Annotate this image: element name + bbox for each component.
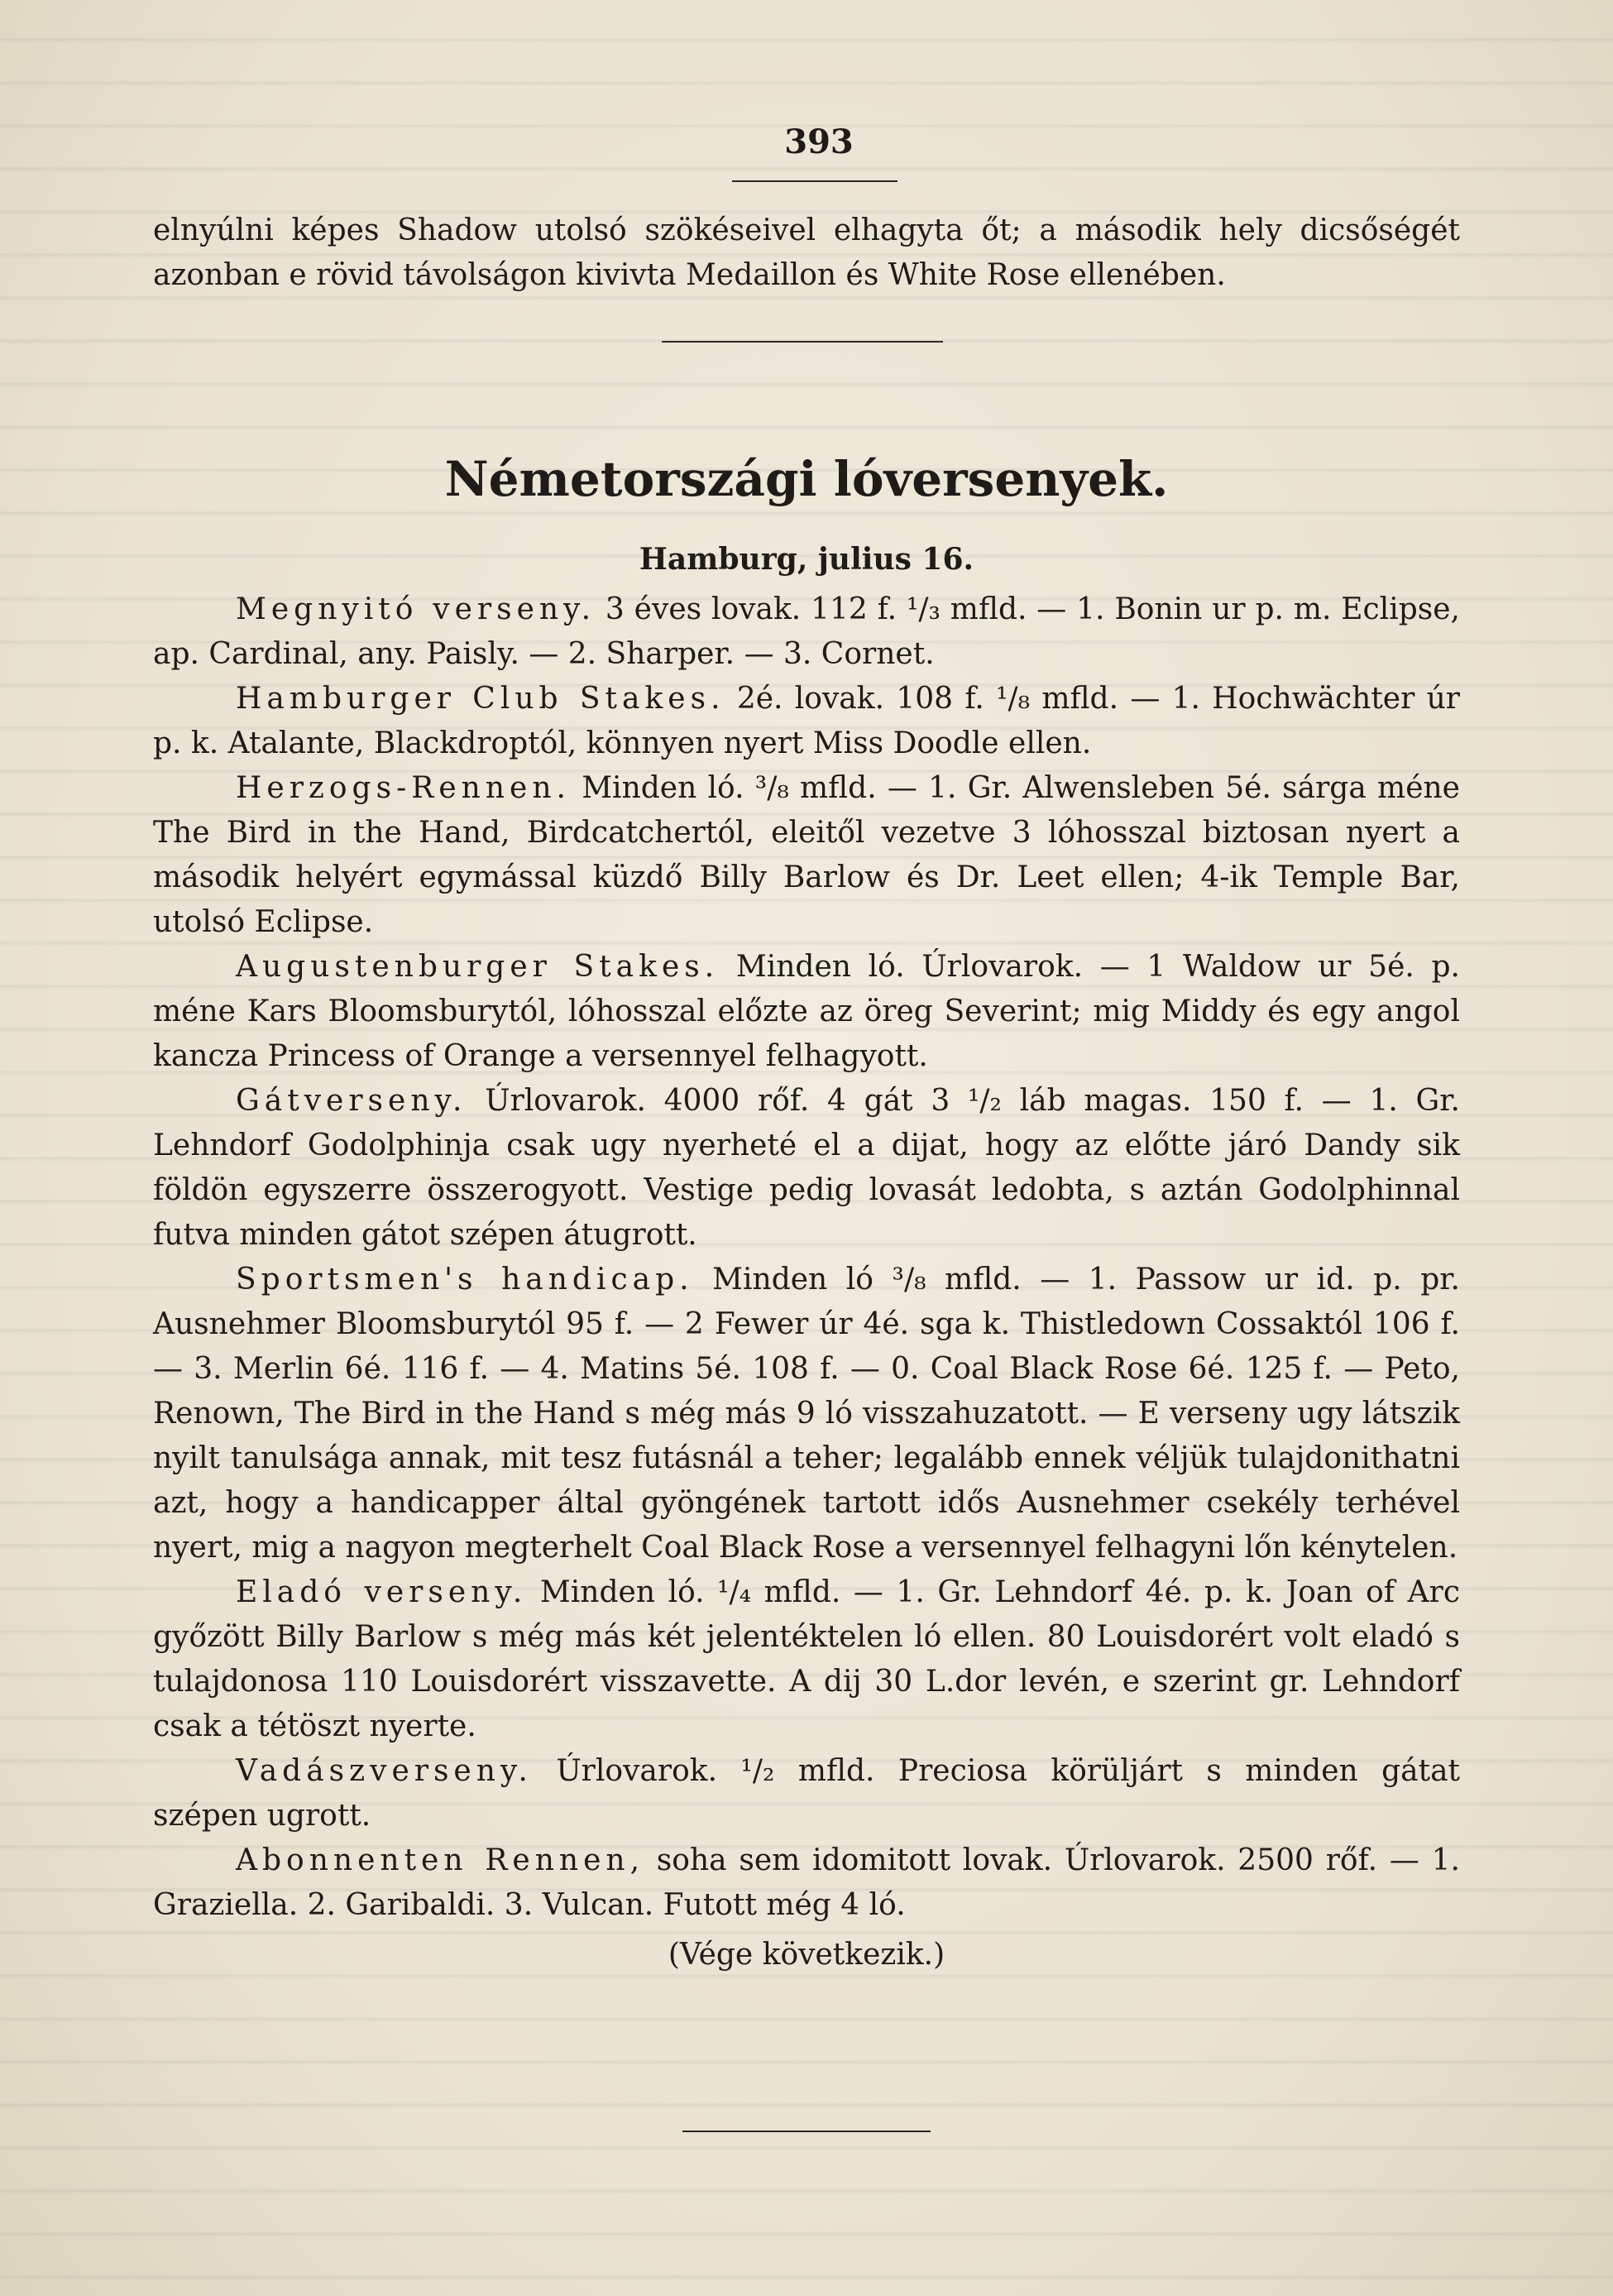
- race-title: Hamburger Club Stakes.: [236, 682, 725, 716]
- race-text: Minden ló ³/₈ mfld. — 1. Passow ur id. p. pr. Ausnehmer Bloomsburytól 95 f. — 2 Fewer úr 4é. sga k. Thistledown Cossaktól 106 f. — 3. Merlin 6é. 116 f. — 4. Matins 5é. 108 f. — 0. Coal Black Rose 6é. 125 f. — Peto, Renown, The Bird in the Hand s még más 9 ló visszahuzatott. — E verseny ugy látszik nyilt tanulsága annak, mit tesz futásnál a teher; legalább ennek véljük tulajdonithatni azt, hogy a handicapper által gyöngének tartott idős Ausnehmer csekély terhével nyert, mig a nagyon megterhelt Coal Black Rose a versennyel felhagyni lőn kénytelen.: [153, 1263, 1460, 1565]
- race-entry: [153, 1749, 1460, 1838]
- race-title: Augustenburger Stakes.: [236, 950, 720, 984]
- race-entry: [153, 1838, 1460, 1928]
- race-title: Abonnenten Rennen,: [236, 1843, 645, 1877]
- race-entry: [153, 766, 1460, 945]
- article-heading: Németországi lóversenyek.: [444, 451, 1169, 507]
- race-text: Minden ló. Úrlovarok. — 1 Waldow ur 5é. p. méne Kars Bloomsburytól, lóhosszal előzte az öreg Severint; mig Middy és egy angol kancza Princess of Orange a versennyel felhagyott.: [153, 950, 1460, 1073]
- race-title: Gátverseny.: [236, 1084, 467, 1118]
- race-entry: [153, 1570, 1460, 1749]
- race-text: soha sem idomitott lovak. Úrlovarok. 2500 rőf. — 1. Graziella. 2. Garibaldi. 3. Vulcan. Futott még 4 ló.: [153, 1843, 1460, 1922]
- article-subheading: Hamburg, julius 16.: [639, 542, 974, 577]
- race-entry: [153, 677, 1460, 766]
- race-title: Vadászverseny.: [236, 1754, 533, 1788]
- race-title: Megnyitó verseny.: [236, 592, 596, 626]
- article-body: [153, 587, 1460, 1977]
- race-text: Úrlovarok. 4000 rőf. 4 gát 3 ¹/₂ láb magas. 150 f. — 1. Gr. Lehndorf Godolphinja csak ugy nyerheté el a dijat, hogy az előtte járó Dandy sik földön egyszerre összerogyott. Vestige pedig lovasát ledobta, s aztán Godolphinnal futva minden gátot szépen átugrott.: [153, 1084, 1460, 1252]
- race-text: 2é. lovak. 108 f. ¹/₈ mfld. — 1. Hochwächter úr p. k. Atalante, Blackdroptól, könnyen nyert Miss Doodle ellen.: [153, 682, 1461, 760]
- page-number: 393: [784, 122, 854, 161]
- race-text: 3 éves lovak. 112 f. ¹/₃ mfld. — 1. Bonin ur p. m. Eclipse, ap. Cardinal, any. Paisly. — 2. Sharper. — 3. Cornet.: [153, 592, 1460, 671]
- divider-top: [732, 180, 897, 182]
- race-title: Sportsmen's handicap.: [236, 1263, 694, 1297]
- top-paragraph-block: [153, 209, 1460, 298]
- race-entry: [153, 1079, 1460, 1258]
- race-entry: [153, 1258, 1460, 1570]
- race-text: Úrlovarok. ¹/₂ mfld. Preciosa körüljárt s minden gátat szépen ugrott.: [153, 1754, 1460, 1833]
- race-entry: [153, 587, 1460, 677]
- race-entry: [153, 945, 1460, 1079]
- race-text: Minden ló. ¹/₄ mfld. — 1. Gr. Lehndorf 4é. p. k. Joan of Arc győzött Billy Barlow s még más két jelentéktelen ló ellen. 80 Louisdorért volt eladó s tulajdonosa 110 Louisdorért visszavette. A dij 30 L.dor levén, e szerint gr. Lehndorf csak a tétöszt nyerte.: [153, 1575, 1461, 1743]
- closing-note: (Vége következik.): [668, 1938, 945, 1972]
- race-text: Minden ló. ³/₈ mfld. — 1. Gr. Alwensleben 5é. sárga méne The Bird in the Hand, Birdcatchertól, eleitől vezetve 3 lóhosszal biztosan nyert a második helyért egymással küzdő Billy Barlow és Dr. Leet ellen; 4-ik Temple Bar, utolsó Eclipse.: [153, 771, 1460, 939]
- race-title: Herzogs-Rennen.: [236, 771, 571, 805]
- divider-section: [662, 341, 943, 343]
- divider-bottom: [682, 2131, 931, 2132]
- race-title: Eladó verseny.: [236, 1575, 528, 1609]
- top-paragraph: elnyúlni képes Shadow utolsó szökéseivel elhagyta őt; a második hely dicsőségét azonban e rövid távolságon kivivta Medaillon és White Rose ellenében.: [153, 213, 1460, 292]
